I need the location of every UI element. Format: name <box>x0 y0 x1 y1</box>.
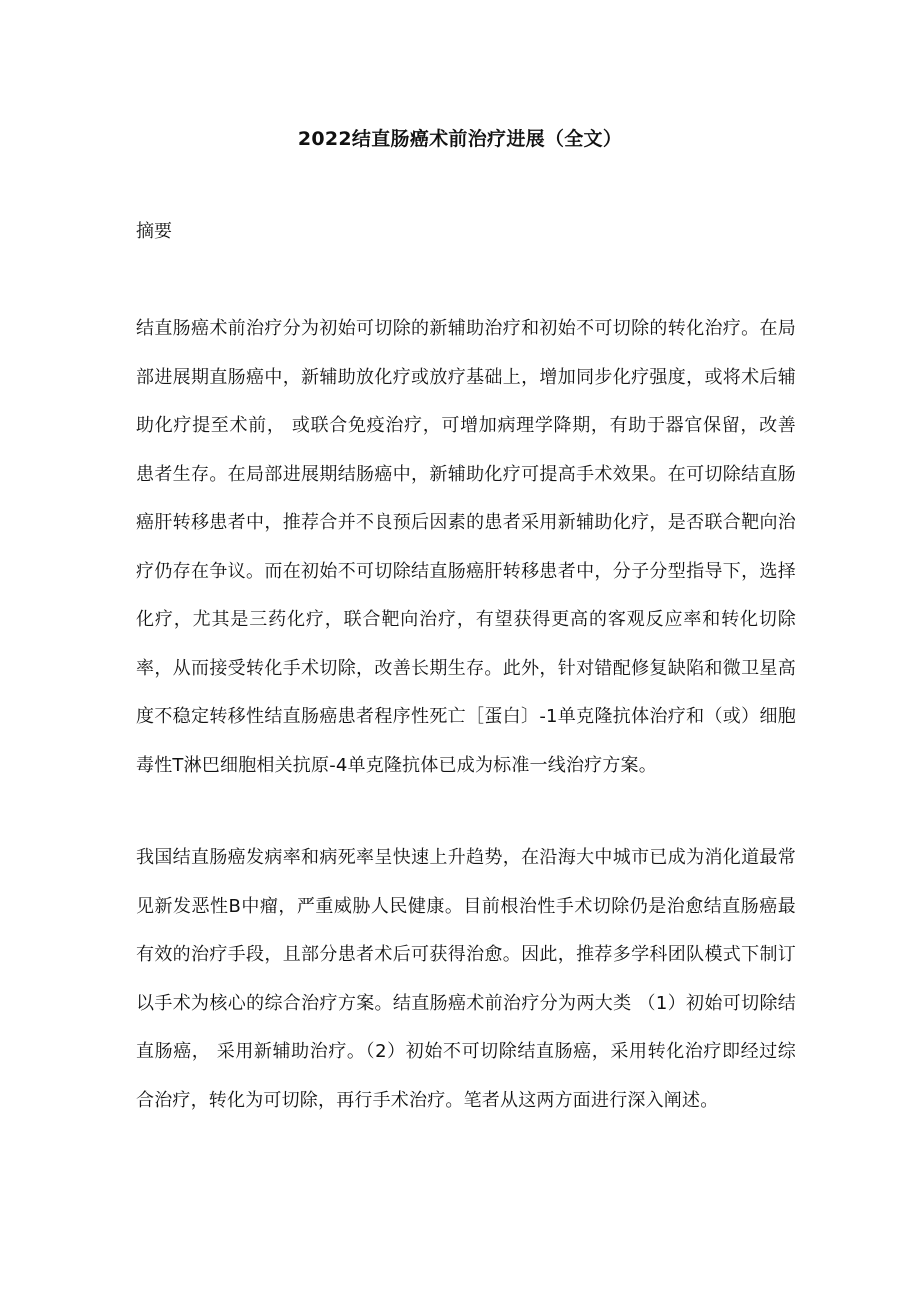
abstract-heading: 摘要 <box>136 221 172 242</box>
abstract-paragraph: 结直肠癌术前治疗分为初始可切除的新辅助治疗和初始不可切除的转化治疗。在局部进展期直肠癌中，新辅助放化疗或放疗基础上，增加同步化疗强度，或将术后辅助化疗提至术前， 或联合免疫治疗，可增加病理学降期，有助于器官保留，改善患者生存。在局部进展期结肠癌中，新辅助化疗可提高手术效果。在可切除结直肠癌肝转移患者中，推荐合并不良预后因素的患者采用新辅助化疗，是否联合靶向治疗仍存在争议。而在初始不可切除结直肠癌肝转移患者中，分子分型指导下，选择化疗，尤其是三药化疗，联合靶向治疗，有望获得更高的客观反应率和转化切除率，从而接受转化手术切除，改善长期生存。此外，针对错配修复缺陷和微卫星高度不稳定转移性结直肠癌患者程序性死亡［蛋白〕-1单克隆抗体治疗和（或）细胞毒性T淋巴细胞相关抗原-4单克隆抗体已成为标准一线治疗方案。 <box>136 318 796 776</box>
document-title: 2022结直肠癌术前治疗进展（全文） <box>297 128 623 150</box>
intro-paragraph: 我国结直肠癌发病率和病死率呈快速上升趋势，在沿海大中城市已成为消化道最常见新发恶性B中瘤，严重威胁人民健康。目前根治性手术切除仍是治愈结直肠癌最有效的治疗手段，且部分患者术后可获得治愈。因此，推荐多学科团队模式下制订以手术为核心的综合治疗方案。结直肠癌术前治疗分为两大类 （1）初始可切除结直肠癌， 采用新辅助治疗。（2）初始不可切除结直肠癌，采用转化治疗即经过综合治疗，转化为可切除，再行手术治疗。笔者从这两方面进行深入阐述。 <box>136 847 796 1111</box>
